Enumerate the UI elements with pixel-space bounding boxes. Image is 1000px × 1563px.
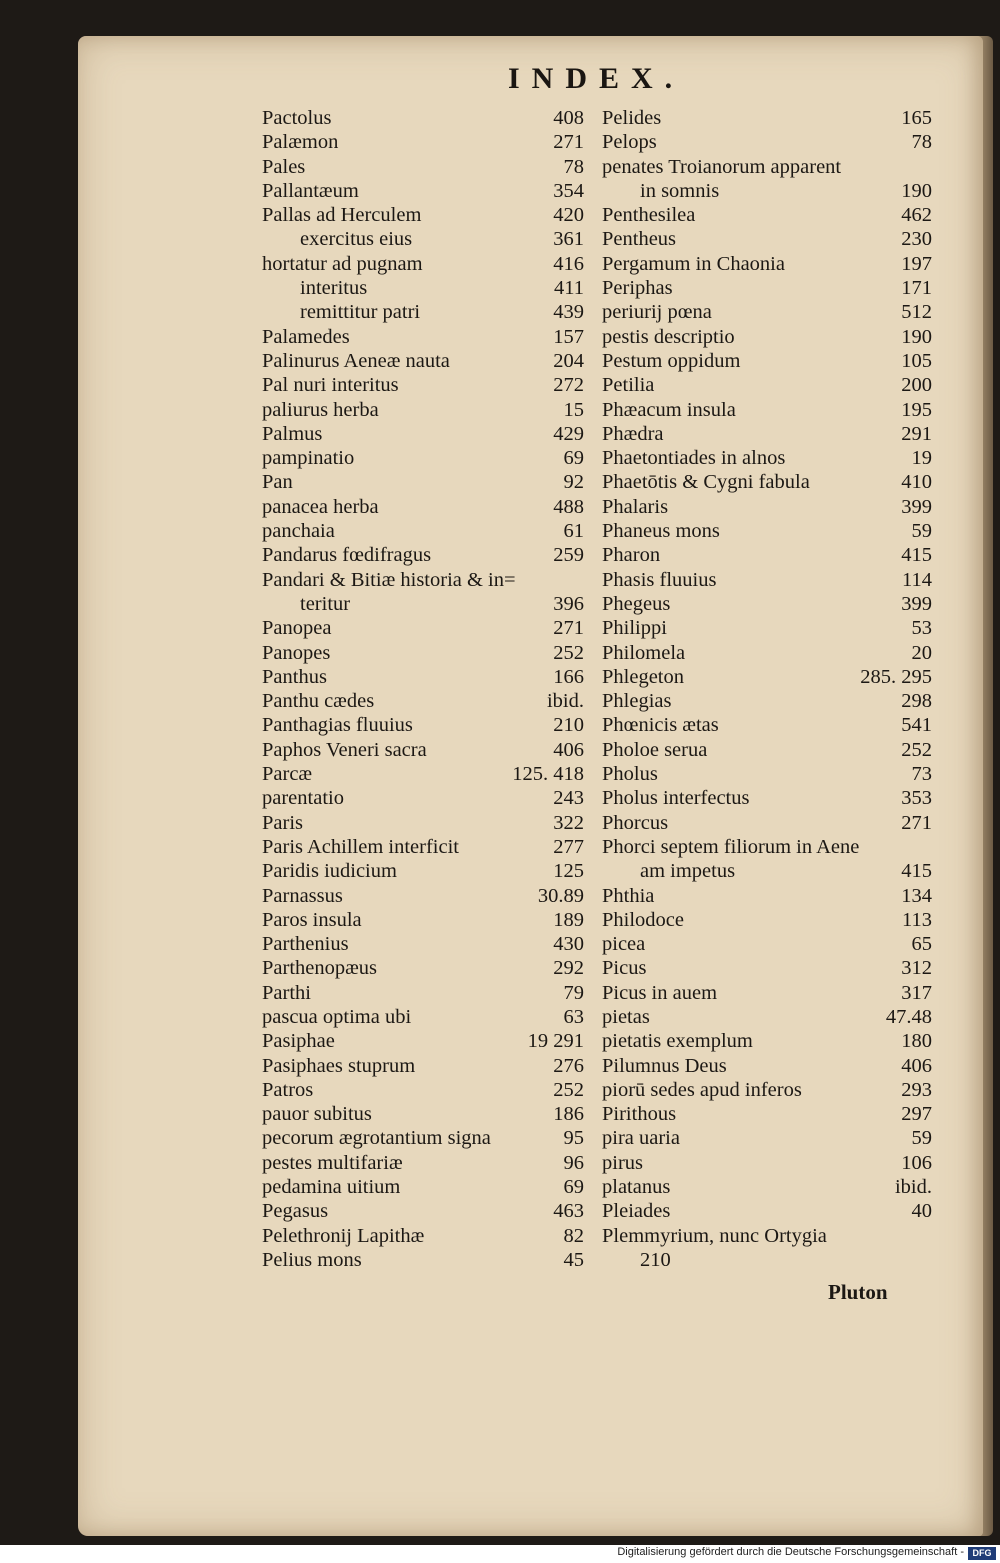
index-entry [602,155,932,179]
index-entry [262,956,584,980]
index-page-number: 298 [901,690,932,713]
index-page-number: 125 [553,860,584,883]
index-entry [262,1224,584,1248]
index-page-number: 59 [911,520,932,543]
index-term: pirus [602,1151,643,1174]
index-entry [262,835,584,859]
index-term: pauor subitus [262,1103,372,1126]
index-term: Philippi [602,617,667,640]
index-page-number: 105 [901,349,932,372]
index-entry [262,1054,584,1078]
index-page-number: 512 [901,301,932,324]
index-entry [602,252,932,276]
index-entry [262,373,584,397]
index-term: Phorci septem filiorum in Aene [602,835,860,858]
index-term: Phlegias [602,690,672,713]
index-term: 210 [640,1248,671,1271]
catchword: Pluton [828,1280,888,1304]
index-entry [602,713,932,737]
index-page-number: 271 [553,617,584,640]
index-term: remittitur patri [300,301,421,324]
index-entry [602,884,932,908]
index-term: Parthenius [262,933,349,956]
index-page-number: 252 [553,1078,584,1101]
index-entry [602,130,932,154]
index-entry [262,1199,584,1223]
index-entry [262,106,584,130]
index-term: Pentheus [602,228,677,251]
index-term: Pholoe serua [602,738,708,761]
index-page-number: ibid. [546,690,584,713]
index-page-number: 541 [901,714,932,737]
index-column-right [602,106,932,1272]
index-term: Pholus [602,763,658,786]
index-term: panchaia [262,520,335,543]
index-entry [602,568,932,592]
index-page-number: 416 [553,252,584,275]
index-entry [262,1029,584,1053]
index-page-number: 180 [901,1030,932,1053]
index-page-number: 322 [553,811,584,834]
index-entry [262,1248,584,1272]
index-page-number: 166 [553,665,584,688]
index-term: pestis descriptio [602,325,735,348]
index-term: Phædra [602,422,664,445]
index-term: exercitus eius [300,228,413,251]
index-page-number: 53 [911,617,932,640]
index-entry [602,300,932,324]
index-page-number: 197 [901,252,932,275]
index-term: platanus [602,1176,671,1199]
index-entry [602,689,932,713]
index-entry [602,446,932,470]
index-term: Phorcus [602,811,669,834]
index-entry [602,276,932,300]
index-page-number: 243 [553,787,584,810]
index-entry [262,568,584,592]
index-term: Patros [262,1078,314,1101]
index-term: Plemmyrium, nunc Ortygia [602,1224,827,1247]
index-entry [602,1126,932,1150]
index-entry [262,1126,584,1150]
index-page-number: 30.89 [537,884,584,907]
index-term: Pelethronij Lapithæ [262,1224,425,1247]
index-page-number: 293 [901,1078,932,1101]
index-term: am impetus [640,860,736,883]
index-page-number: 430 [553,933,584,956]
index-entry [262,519,584,543]
index-term: pampinatio [262,447,355,470]
index-term: Pelops [602,131,657,154]
index-page-number: 69 [563,1176,584,1199]
index-page-number: 15 [563,398,584,421]
index-entry [602,786,932,810]
index-entry [602,203,932,227]
index-term: Phalaris [602,495,669,518]
index-entry [602,1175,932,1199]
index-page-number: 134 [901,884,932,907]
index-entry [262,1175,584,1199]
index-entry [262,179,584,203]
index-entry [602,616,932,640]
index-entry [602,1224,932,1248]
index-term: Pirithous [602,1103,677,1126]
index-page-number: 204 [553,349,584,372]
index-term: Paris Achillem interficit [262,835,459,858]
index-page-number: ibid. [894,1176,932,1199]
index-entry [602,981,932,1005]
index-term: Panthu cædes [262,690,375,713]
index-page-number: 82 [563,1224,584,1247]
index-term: Phaneus mons [602,520,720,543]
index-term: Paridis iudicium [262,860,397,883]
index-term: Pal nuri interitus [262,374,399,397]
index-entry [262,227,584,251]
index-entry [262,1102,584,1126]
index-page-number: 189 [553,908,584,931]
index-entry [602,641,932,665]
index-entry [262,908,584,932]
index-page-number: 411 [554,277,584,300]
index-page-number: 78 [911,131,932,154]
index-term: Panopes [262,641,331,664]
index-entry [602,1102,932,1126]
index-entry [262,762,584,786]
index-entry [602,908,932,932]
index-term: Palinurus Aeneæ nauta [262,349,450,372]
index-term: Periphas [602,277,673,300]
index-entry [602,811,932,835]
index-entry [602,932,932,956]
index-term: Pelius mons [262,1248,362,1271]
index-entry [602,592,932,616]
index-term: Parnassus [262,884,343,907]
index-page-number: 462 [901,204,932,227]
index-term: periurij pœna [602,301,712,324]
index-page-number: 252 [553,641,584,664]
index-entry [602,179,932,203]
index-term: Pactolus [262,107,332,129]
index-page-number: 96 [563,1151,584,1174]
index-entry [262,422,584,446]
index-term: Panthus [262,665,327,688]
index-term: Pegasus [262,1200,329,1223]
index-page-number: 406 [553,738,584,761]
index-entry [262,398,584,422]
index-entry [602,738,932,762]
index-entry [602,1078,932,1102]
index-page-number: 396 [553,592,584,615]
index-page-number: 361 [553,228,584,251]
index-term: Pandari & Bitiæ historia & in= [262,568,516,591]
index-page-number: 92 [563,471,584,494]
index-entry [262,325,584,349]
index-term: pascua optima ubi [262,1005,412,1028]
index-entry [262,616,584,640]
index-term: penates Troianorum apparent [602,155,842,178]
index-entry [262,495,584,519]
index-page-number: 406 [901,1054,932,1077]
index-page-number: 47.48 [885,1005,932,1028]
index-page-number: 252 [901,738,932,761]
index-entry [262,592,584,616]
index-page-number: 186 [553,1103,584,1126]
index-term: teritur [300,592,351,615]
index-page-number: 45 [563,1248,584,1271]
index-page-number: 210 [553,714,584,737]
index-term: Penthesilea [602,204,696,227]
index-page-number: 399 [901,592,932,615]
index-entry [602,859,932,883]
index-page-number: 190 [901,179,932,202]
index-page-number: 19 [911,447,932,470]
index-term: Pasiphae [262,1030,335,1053]
index-term: Pallas ad Herculem [262,204,422,227]
index-entry [262,252,584,276]
index-entry [602,519,932,543]
index-term: Picus [602,957,647,980]
index-page-number: 106 [901,1151,932,1174]
index-term: Pleiades [602,1200,671,1223]
index-term: pecorum ægrotantium signa [262,1127,491,1150]
index-term: pietas [602,1005,650,1028]
index-page-number: 312 [901,957,932,980]
index-entry [602,1005,932,1029]
index-term: pietatis exemplum [602,1030,753,1053]
index-term: paliurus herba [262,398,379,421]
index-term: Phegeus [602,592,671,615]
index-page-number: 291 [901,422,932,445]
index-term: hortatur ad pugnam [262,252,423,275]
index-page-number: 190 [901,325,932,348]
index-entry [262,689,584,713]
index-entry [602,470,932,494]
index-entry [262,543,584,567]
index-page-number: 65 [911,933,932,956]
index-entry [602,422,932,446]
index-term: Petilia [602,374,655,397]
index-entry [262,811,584,835]
index-page-number: 420 [553,204,584,227]
footer-credit: Digitalisierung gefördert durch die Deutsche Forschungsgemeinschaft - [617,1546,964,1558]
index-page-number: 40 [911,1200,932,1223]
index-term: Pharon [602,544,661,567]
index-term: Parcæ [262,763,313,786]
index-entry [602,106,932,130]
index-term: Paros insula [262,908,362,931]
index-entry [262,155,584,179]
index-entry [262,203,584,227]
index-term: Palamedes [262,325,350,348]
index-term: Pasiphaes stuprum [262,1054,416,1077]
index-entry [602,762,932,786]
index-page-number: 429 [553,422,584,445]
index-entry [262,713,584,737]
index-page-number: 399 [901,495,932,518]
index-entry [602,398,932,422]
index-column-left [262,106,584,1272]
index-page-number: 69 [563,447,584,470]
index-term: parentatio [262,787,344,810]
index-term: Phasis fluuius [602,568,717,591]
index-page-number: 276 [553,1054,584,1077]
index-page-number: 157 [553,325,584,348]
index-term: panacea herba [262,495,379,518]
index-page-number: 195 [901,398,932,421]
index-page-number: 113 [902,908,932,931]
index-entry [602,1029,932,1053]
index-page-number: 165 [901,107,932,129]
index-term: Pestum oppidum [602,349,741,372]
index-page-number: 353 [901,787,932,810]
index-term: interitus [300,277,368,300]
index-term: picea [602,933,646,956]
index-page-number: 317 [901,981,932,1004]
index-page-number: 200 [901,374,932,397]
index-term: Philomela [602,641,686,664]
index-entry [262,130,584,154]
index-term: Panopea [262,617,332,640]
index-term: Pan [262,471,293,494]
index-entry [262,300,584,324]
index-term: Phaetontiades in alnos [602,447,786,470]
index-page-number: 297 [901,1103,932,1126]
index-term: Picus in auem [602,981,718,1004]
index-term: Phaetōtis & Cygni fabula [602,471,810,494]
index-term: Philodoce [602,908,684,931]
index-term: Parthenopæus [262,957,378,980]
index-entry [262,446,584,470]
index-entry [602,325,932,349]
index-page-number: 259 [553,544,584,567]
index-entry [602,373,932,397]
index-term: Palæmon [262,131,339,154]
index-page-number: 292 [553,957,584,980]
index-entry [602,665,932,689]
index-term: Phthia [602,884,655,907]
index-entry [262,884,584,908]
index-term: Pallantæum [262,179,359,202]
index-entry [602,956,932,980]
index-entry [262,665,584,689]
index-entry [602,227,932,251]
index-entry [262,738,584,762]
index-entry [262,349,584,373]
index-page-number: 78 [563,155,584,178]
index-page-number: 272 [553,374,584,397]
index-entry [602,543,932,567]
index-entry [262,641,584,665]
index-page-number: 79 [563,981,584,1004]
index-term: Pholus interfectus [602,787,750,810]
index-entry [262,276,584,300]
index-term: Pelides [602,107,662,129]
index-page-number: 20 [911,641,932,664]
index-term: pedamina uitium [262,1176,401,1199]
index-entry [602,1248,932,1272]
index-page-number: 277 [553,835,584,858]
index-term: Palmus [262,422,323,445]
index-term: Panthagias fluuius [262,714,413,737]
index-entry [602,835,932,859]
index-page-number: 59 [911,1127,932,1150]
index-term: Phlegeton [602,665,684,688]
index-entry [602,495,932,519]
index-term: Pandarus fœdifragus [262,544,432,567]
index-entry [602,349,932,373]
index-page-number: 61 [563,520,584,543]
index-entry [602,1151,932,1175]
index-page-number: 171 [901,277,932,300]
index-page-number: 63 [563,1005,584,1028]
index-term: Pilumnus Deus [602,1054,727,1077]
index-page-number: 114 [902,568,932,591]
index-term: Paris [262,811,303,834]
running-head: INDEX. [508,62,685,95]
index-entry [262,859,584,883]
index-term: pira uaria [602,1127,680,1150]
index-entry [262,1151,584,1175]
index-entry [602,1054,932,1078]
index-page-number: 19 291 [527,1030,584,1053]
index-page-number: 415 [901,544,932,567]
footer-bar [0,1545,1000,1563]
index-page-number: 285. 295 [860,665,932,688]
index-term: pestes multifariæ [262,1151,403,1174]
index-entry [262,1078,584,1102]
index-page-number: 73 [911,763,932,786]
index-page-number: 488 [553,495,584,518]
index-page-number: 125. 418 [512,763,584,786]
index-term: Phœnicis ætas [602,714,719,737]
index-entry [262,786,584,810]
index-term: in somnis [640,179,720,202]
index-entry [262,932,584,956]
index-entry [262,1005,584,1029]
index-page-number: 271 [553,131,584,154]
index-page-number: 463 [553,1200,584,1223]
index-page-number: 230 [901,228,932,251]
index-page-number: 439 [553,301,584,324]
dfg-logo-icon: DFG [968,1547,996,1560]
index-term: Phæacum insula [602,398,736,421]
index-page-number: 271 [901,811,932,834]
index-term: piorū sedes apud inferos [602,1078,802,1101]
index-term: Parthi [262,981,311,1004]
index-entry [262,470,584,494]
index-page-number: 408 [553,107,584,129]
index-page-number: 410 [901,471,932,494]
index-entry [262,981,584,1005]
index-page-number: 354 [553,179,584,202]
index-term: Pergamum in Chaonia [602,252,785,275]
index-page-number: 95 [563,1127,584,1150]
index-term: Paphos Veneri sacra [262,738,427,761]
index-term: Pales [262,155,306,178]
index-page-number: 415 [901,860,932,883]
index-entry [602,1199,932,1223]
